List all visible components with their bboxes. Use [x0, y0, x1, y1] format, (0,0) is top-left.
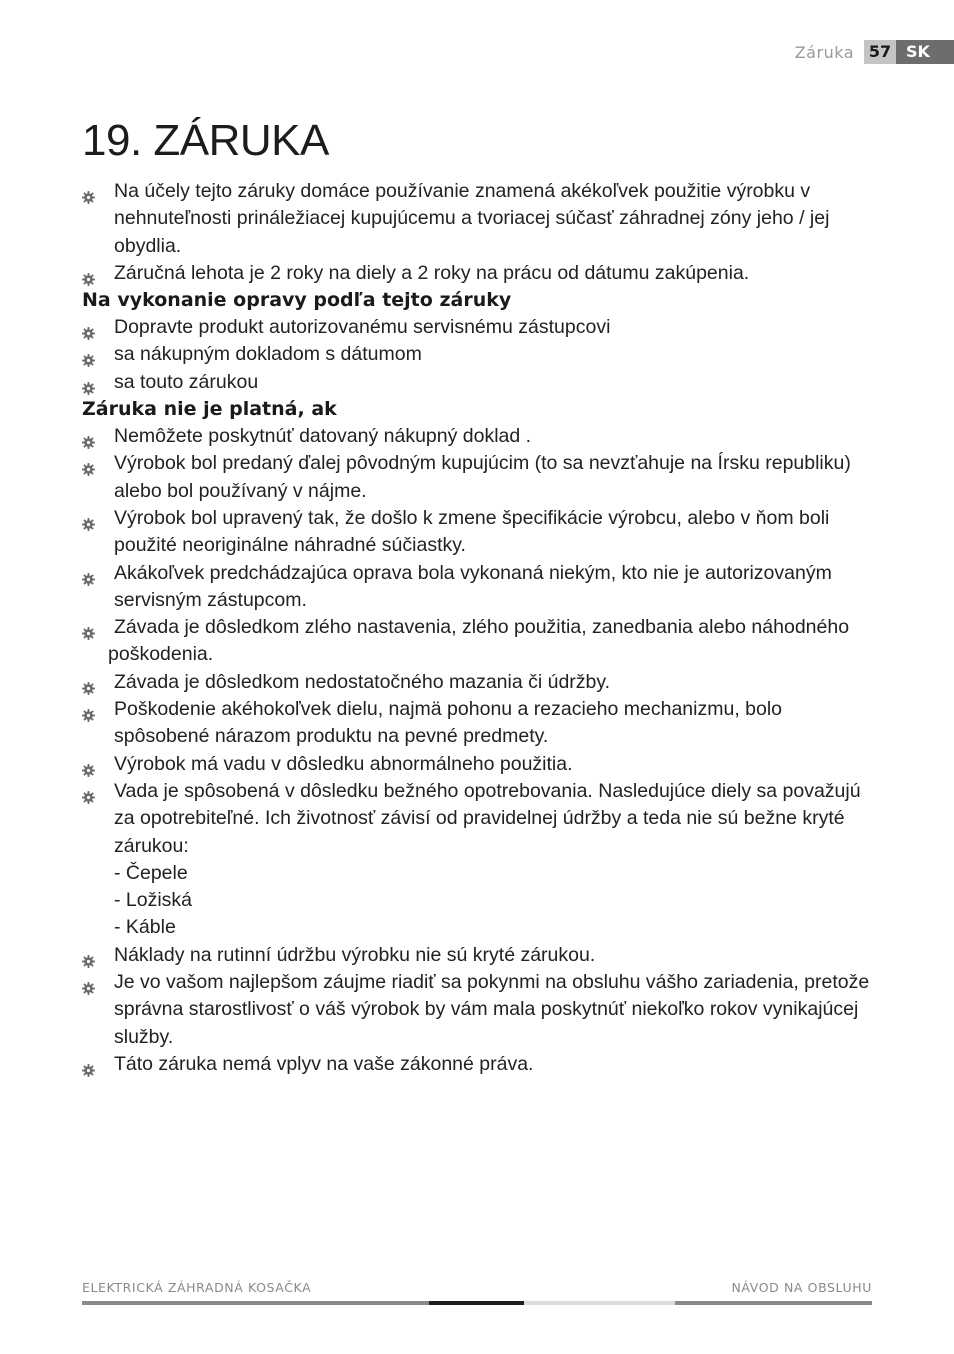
list-item-text: Výrobok bol upravený tak, že došlo k zmene špecifikácie výrobcu, alebo v ňom boli použité neoriginálne náhradné súčiastky.: [114, 506, 830, 557]
header-language-tab: SK: [896, 40, 954, 64]
list-item: [82, 942, 882, 969]
list-item-text: Vada je spôsobená v dôsledku bežného opotrebovania. Nasledujúce diely sa považujú za opotrebiteľné. Ich životnosť závisí od pravidelnej údržby a teda nie sú bežne kryté zárukou:: [114, 779, 861, 857]
gear-bullet-icon: [82, 457, 95, 470]
gear-bullet-icon: [82, 949, 95, 962]
list-item: [82, 560, 882, 615]
header-page-number: 57: [864, 40, 896, 64]
page-header: [795, 40, 954, 64]
wear-part-item: - Káble: [114, 916, 176, 939]
list-item: [82, 341, 882, 368]
list-item-text: Závada je dôsledkom nedostatočného mazania či údržby.: [114, 670, 611, 693]
list-item: [82, 969, 882, 1051]
list-item: [82, 178, 882, 260]
list-item-text: Na účely tejto záruky domáce používanie znamená akékoľvek použitie výrobku v nehnuteľnosti prináležiacej kupujúcemu a tvoriacej súčasť záhradnej zóny jeho / jej obydlia.: [114, 180, 830, 257]
gear-bullet-icon: [82, 976, 95, 989]
list-item: [82, 614, 882, 669]
list-item-text: Je vo vašom najlepšom záujme riadiť sa pokynmi na obsluhu vášho zariadenia, pretože správna starostlivosť o váš výrobok by vám mala poskytnúť niekoľko rokov vynikajúcej služby.: [114, 971, 870, 1048]
repair-list: [82, 314, 882, 396]
list-item: [82, 260, 882, 287]
section-heading-invalid: Záruka nie je platná, ak: [82, 398, 337, 421]
list-item-text: sa touto zárukou: [114, 370, 259, 393]
list-item-text: Poškodenie akéhokoľvek dielu, najmä pohonu a rezacieho mechanizmu, bolo spôsobené nárazom produktu na pevné predmety.: [114, 698, 783, 748]
gear-bullet-icon: [82, 785, 95, 798]
gear-bullet-icon: [82, 758, 95, 771]
list-item-text: Závada je dôsledkom zlého nastavenia, zlého použitia, zanedbania alebo náhodného: [114, 616, 850, 639]
section-heading-repair: Na vykonanie opravy podľa tejto záruky: [82, 289, 512, 312]
invalid-list: [82, 423, 882, 1078]
gear-bullet-icon: [82, 430, 95, 443]
list-item: [82, 1051, 882, 1078]
gear-bullet-icon: [82, 321, 95, 334]
gear-bullet-icon: [82, 376, 95, 389]
footer-rule-segment: [429, 1301, 524, 1305]
gear-bullet-icon: [82, 703, 95, 716]
gear-bullet-icon: [82, 267, 95, 280]
header-section-title: Záruka: [794, 42, 854, 62]
page-title: 19. ZÁRUKA: [82, 116, 329, 165]
gear-bullet-icon: [82, 348, 95, 361]
footer-document-name: NÁVOD NA OBSLUHU: [731, 1280, 872, 1295]
list-item: [82, 751, 882, 778]
list-item: [82, 423, 882, 450]
gear-bullet-icon: [82, 512, 95, 525]
list-item: [82, 696, 882, 751]
list-item-continuation: poškodenia.: [108, 643, 214, 666]
list-item-text: Záručná lehota je 2 roky na diely a 2 roky na prácu od dátumu zakúpenia.: [114, 261, 750, 284]
footer-rule-segment: [82, 1301, 429, 1305]
footer-rule-segment: [675, 1301, 872, 1305]
list-item-text: Nemôžete poskytnúť datovaný nákupný doklad .: [114, 425, 532, 448]
intro-list: [82, 178, 882, 287]
warranty-content: [82, 178, 882, 1078]
gear-bullet-icon: [82, 676, 95, 689]
list-item: [82, 450, 882, 505]
list-item: [82, 314, 882, 341]
footer-rule: [82, 1301, 872, 1305]
wear-parts-list: [114, 860, 882, 942]
list-item-text: Výrobok bol predaný ďalej pôvodným kupujúcim (to sa nevzťahuje na Írsku republiku) alebo bol používaný v nájme.: [114, 452, 851, 502]
list-item-text: Akákoľvek predchádzajúca oprava bola vykonaná niekým, kto nie je autorizovaným servisným zástupcom.: [114, 561, 832, 611]
list-item-text: Dopravte produkt autorizovanému servisnému zástupcovi: [114, 316, 611, 339]
list-item: [82, 369, 882, 396]
list-item: [82, 669, 882, 696]
list-item-text: sa nákupným dokladom s dátumom: [114, 343, 422, 366]
wear-part-item: - Ložiská: [114, 889, 193, 912]
gear-bullet-icon: [82, 567, 95, 580]
footer-product-name: ELEKTRICKÁ ZÁHRADNÁ KOSAČKA: [82, 1280, 312, 1295]
list-item-text: Výrobok má vadu v dôsledku abnormálneho použitia.: [114, 752, 573, 775]
wear-part-item: - Čepele: [114, 861, 188, 884]
footer-rule-segment: [524, 1301, 675, 1305]
list-item-text: Táto záruka nemá vplyv na vaše zákonné práva.: [114, 1052, 534, 1075]
list-item: [82, 778, 882, 942]
list-item: [82, 505, 882, 560]
gear-bullet-icon: [82, 185, 95, 198]
gear-bullet-icon: [82, 1058, 95, 1071]
list-item-text: Náklady na rutinní údržbu výrobku nie sú kryté zárukou.: [114, 943, 596, 966]
gear-bullet-icon: [82, 621, 95, 634]
